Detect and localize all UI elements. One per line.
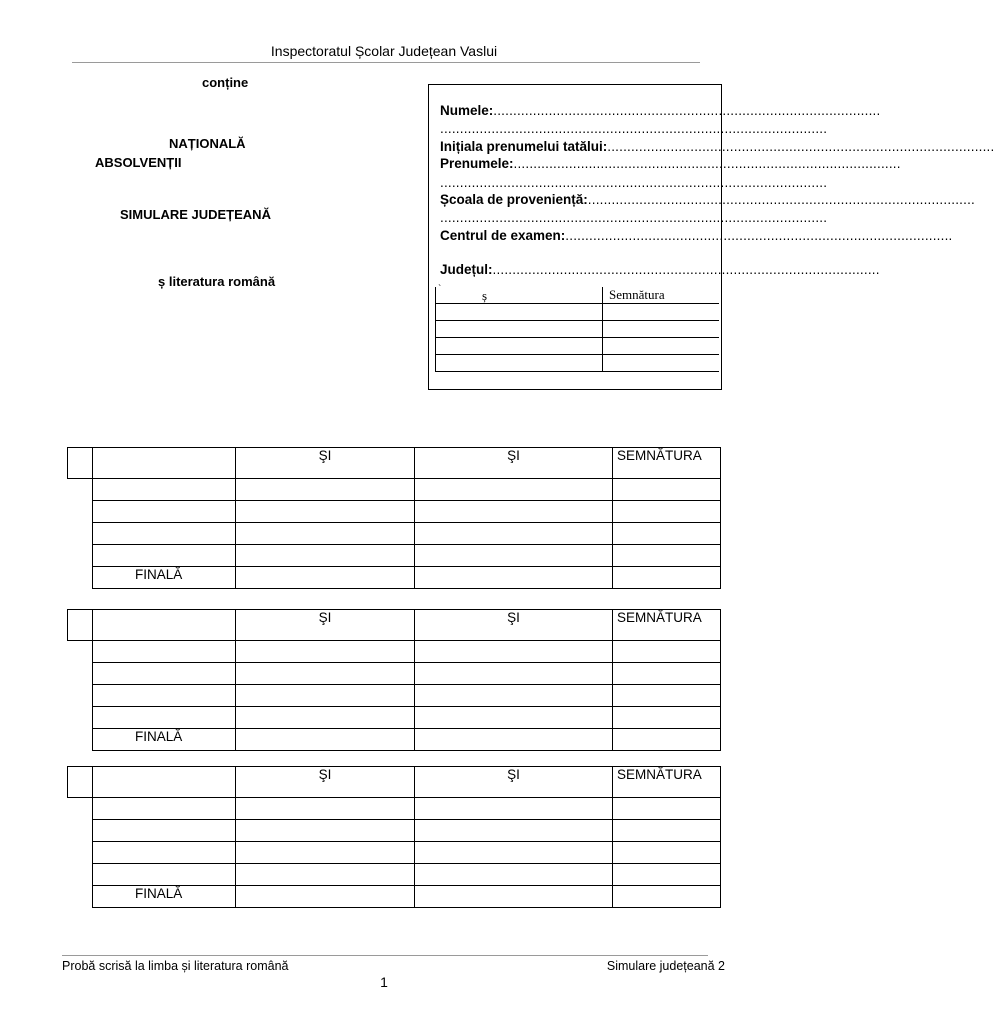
- grade-cell[interactable]: [415, 545, 613, 567]
- sig-header-col1: [436, 284, 603, 304]
- grade-cell[interactable]: [236, 567, 415, 589]
- dots-scoala: ..................................................................................................: [587, 192, 975, 207]
- field-scoala[interactable]: [440, 192, 975, 208]
- grade-header-semnatura: SEMNĂTURA: [613, 610, 721, 641]
- grade-cell[interactable]: [93, 864, 236, 886]
- label-numele: Numele:: [440, 103, 494, 118]
- grade-cell[interactable]: [93, 545, 236, 567]
- label-prenumele: Prenumele:: [440, 156, 514, 171]
- grade-cell[interactable]: [93, 685, 236, 707]
- grade-table-1: [67, 447, 721, 589]
- grade-cell[interactable]: [415, 523, 613, 545]
- footer-right-text: Simulare județeană 2: [606, 959, 725, 973]
- page-number: 1: [380, 974, 388, 990]
- grade-cell[interactable]: [415, 820, 613, 842]
- grade-header-cell: [93, 767, 236, 798]
- field-numele[interactable]: [440, 103, 881, 119]
- grade-cell[interactable]: [415, 864, 613, 886]
- footer-divider: [62, 955, 708, 956]
- grade-cell[interactable]: [613, 798, 721, 820]
- field-prenumele-cont[interactable]: [440, 175, 828, 191]
- field-numele-cont[interactable]: [440, 121, 828, 137]
- grade-cell[interactable]: [236, 707, 415, 729]
- grade-cell[interactable]: [236, 501, 415, 523]
- dots-judetul: ..................................................................................................: [492, 262, 880, 277]
- sig-cell[interactable]: [436, 321, 603, 338]
- label-initiala: Inițiala prenumelui tatălui:: [440, 139, 608, 154]
- grade-cell[interactable]: [93, 842, 236, 864]
- grade-cell[interactable]: [236, 820, 415, 842]
- text-contine: conține: [202, 75, 249, 90]
- grade-cell[interactable]: [415, 798, 613, 820]
- grade-cell[interactable]: [613, 641, 721, 663]
- dots-centrul: ..................................................................................................: [565, 228, 953, 243]
- page-header-title: Inspectoratul Școlar Județean Vaslui: [270, 43, 498, 59]
- grade-cell[interactable]: [613, 707, 721, 729]
- grade-table-2: [67, 609, 721, 751]
- sig-col1-label: ș: [482, 288, 488, 303]
- grade-cell[interactable]: [613, 479, 721, 501]
- grade-cell[interactable]: [415, 641, 613, 663]
- grade-cell[interactable]: [613, 501, 721, 523]
- grade-cell[interactable]: [93, 707, 236, 729]
- grade-final-label: FINALĂ: [93, 729, 236, 751]
- field-centrul[interactable]: [440, 228, 953, 244]
- grade-header-si: ŞI: [415, 610, 613, 641]
- grade-cell[interactable]: [93, 501, 236, 523]
- grade-cell[interactable]: [236, 729, 415, 751]
- supervisor-signature-table: [435, 284, 719, 372]
- grade-header-cell: [93, 610, 236, 641]
- sig-cell[interactable]: [603, 304, 720, 321]
- text-nationala: NAȚIONALĂ: [169, 136, 246, 151]
- grade-cell[interactable]: [236, 641, 415, 663]
- grade-cell[interactable]: [613, 864, 721, 886]
- sig-cell[interactable]: [603, 338, 720, 355]
- grade-cell[interactable]: [613, 523, 721, 545]
- sig-cell[interactable]: [436, 304, 603, 321]
- text-absolventii: ABSOLVENȚII: [95, 155, 182, 170]
- dots-numele-cont: ..................................................................................................: [440, 121, 828, 136]
- grade-cell[interactable]: [236, 842, 415, 864]
- grade-header-si: ŞI: [236, 448, 415, 479]
- grade-cell[interactable]: [236, 545, 415, 567]
- grade-final-label: FINALĂ: [93, 886, 236, 908]
- grade-cell[interactable]: [613, 842, 721, 864]
- dots-numele: ..................................................................................................: [493, 103, 881, 118]
- field-judetul[interactable]: [440, 262, 880, 278]
- text-disciplina: ș literatura română: [158, 274, 276, 289]
- grade-cell[interactable]: [613, 729, 721, 751]
- grade-cell[interactable]: [415, 886, 613, 908]
- grade-header-si: ŞI: [236, 610, 415, 641]
- grade-cell[interactable]: [236, 864, 415, 886]
- grade-header-si: ŞI: [236, 767, 415, 798]
- sig-cell[interactable]: [436, 338, 603, 355]
- grade-cell[interactable]: [415, 567, 613, 589]
- grade-number-cell[interactable]: [68, 767, 93, 798]
- grade-final-label: FINALĂ: [93, 567, 236, 589]
- grade-cell[interactable]: [93, 641, 236, 663]
- sig-cell[interactable]: [436, 355, 603, 372]
- grade-cell[interactable]: [613, 886, 721, 908]
- dots-prenumele-cont: ..................................................................................................: [440, 175, 828, 190]
- text-simulare-judeteana: SIMULARE JUDEȚEANĂ: [120, 207, 271, 222]
- grade-cell[interactable]: [415, 501, 613, 523]
- grade-number-cell[interactable]: [68, 610, 93, 641]
- grade-cell[interactable]: [93, 798, 236, 820]
- grade-cell[interactable]: [236, 685, 415, 707]
- sig-header-col2: Semnătura: [603, 287, 720, 304]
- grade-cell[interactable]: [415, 685, 613, 707]
- grade-cell[interactable]: [415, 479, 613, 501]
- field-initiala[interactable]: [440, 139, 994, 155]
- grade-cell[interactable]: [236, 663, 415, 685]
- grade-cell[interactable]: [613, 545, 721, 567]
- field-prenumele[interactable]: [440, 156, 901, 172]
- grade-cell[interactable]: [613, 663, 721, 685]
- grade-cell[interactable]: [236, 798, 415, 820]
- grade-cell[interactable]: [415, 663, 613, 685]
- label-scoala: Școala de proveniență:: [440, 192, 588, 207]
- sig-cell[interactable]: [603, 321, 720, 338]
- grade-cell[interactable]: [415, 729, 613, 751]
- grade-cell[interactable]: [415, 842, 613, 864]
- grade-table-3: [67, 766, 721, 908]
- grade-cell[interactable]: [236, 523, 415, 545]
- grade-header-si: ŞI: [415, 767, 613, 798]
- grade-cell[interactable]: [415, 707, 613, 729]
- grade-number-cell[interactable]: [68, 448, 93, 479]
- grade-cell[interactable]: [93, 663, 236, 685]
- grade-cell[interactable]: [93, 523, 236, 545]
- grade-header-semnatura: SEMNĂTURA: [613, 767, 721, 798]
- candidate-id-box: [428, 84, 994, 390]
- dots-scoala-cont: ..................................................................................................: [440, 210, 828, 225]
- grade-header-cell: [93, 448, 236, 479]
- dots-prenumele: ..................................................................................................: [513, 156, 901, 171]
- field-scoala-cont[interactable]: [440, 210, 828, 226]
- sig-cell[interactable]: [603, 355, 720, 372]
- grade-cell[interactable]: [613, 567, 721, 589]
- grade-cell[interactable]: [236, 479, 415, 501]
- dots-initiala: ..................................................................................................: [607, 139, 994, 154]
- grade-cell[interactable]: [93, 479, 236, 501]
- grade-cell[interactable]: [613, 685, 721, 707]
- grade-cell[interactable]: [613, 820, 721, 842]
- grade-header-si: ŞI: [415, 448, 613, 479]
- grade-cell[interactable]: [93, 820, 236, 842]
- grade-cell[interactable]: [236, 886, 415, 908]
- label-centrul: Centrul de examen:: [440, 228, 566, 243]
- footer-left-text: Probă scrisă la limba și literatura română: [62, 959, 289, 973]
- label-judetul: Județul:: [440, 262, 493, 277]
- sig-mark: `: [438, 284, 442, 295]
- grade-header-semnatura: SEMNĂTURA: [613, 448, 721, 479]
- header-divider: [72, 62, 700, 63]
